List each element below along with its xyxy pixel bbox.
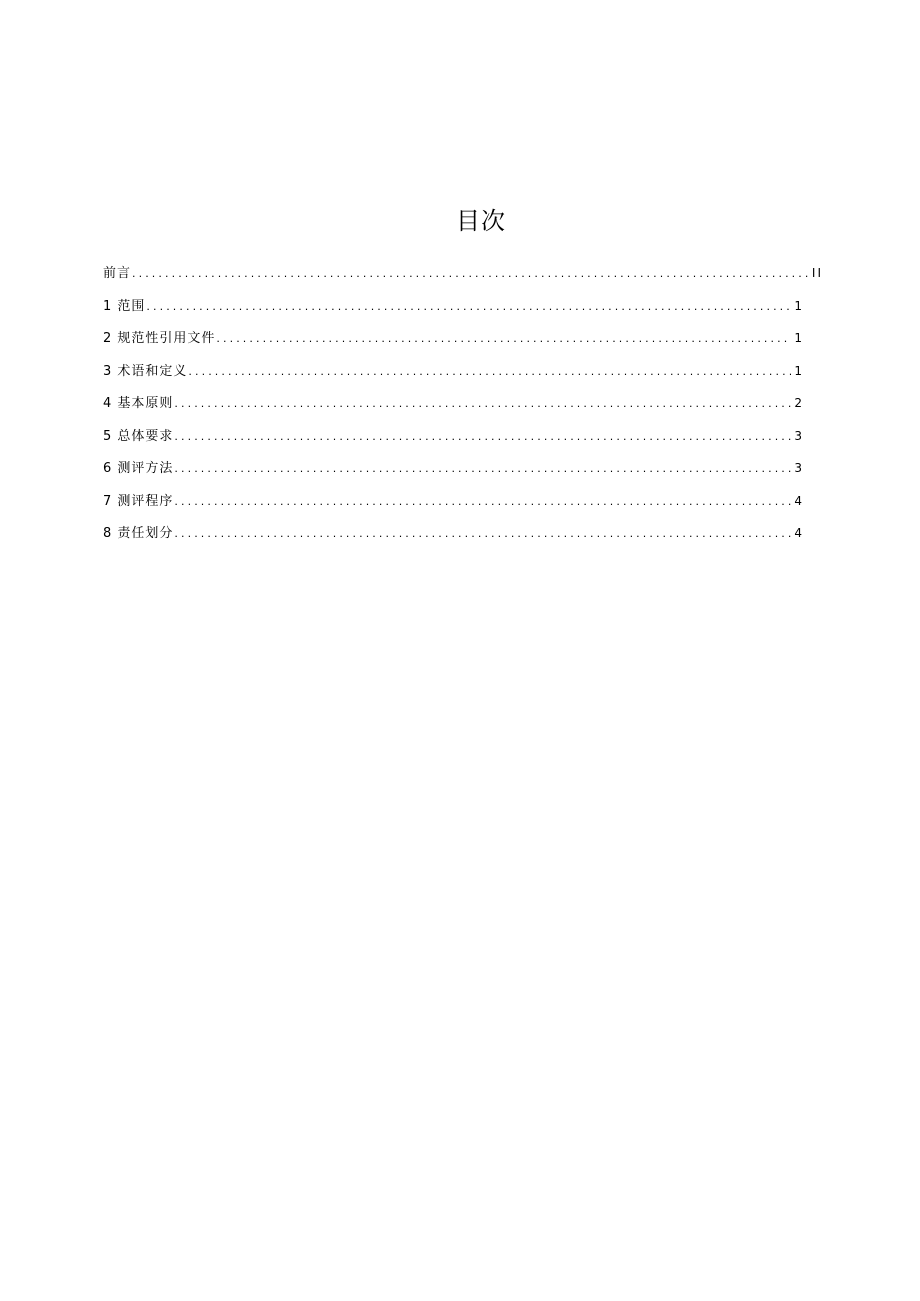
toc-entry-scope[interactable] bbox=[103, 290, 804, 323]
toc-entry-page: 4 bbox=[794, 526, 804, 540]
toc-entry-page: 3 bbox=[794, 428, 804, 443]
toc-dot-leader bbox=[146, 291, 791, 323]
toc-entry-label: 6 测评方法 bbox=[103, 461, 174, 476]
toc-entry-evaluation-methods[interactable] bbox=[103, 452, 804, 485]
toc-dot-leader bbox=[216, 323, 791, 355]
toc-entry-evaluation-procedure[interactable] bbox=[103, 485, 804, 518]
toc-entry-label: 1 范围 bbox=[103, 298, 146, 314]
toc-dot-leader bbox=[174, 486, 791, 518]
toc-entry-label: 4 基本原则 bbox=[103, 396, 174, 411]
toc-dot-leader bbox=[174, 388, 791, 420]
toc-entry-label: 前言 bbox=[103, 266, 132, 281]
toc-entry-label: 5 总体要求 bbox=[103, 428, 174, 444]
toc-entry-general-requirements[interactable] bbox=[103, 420, 804, 453]
toc-dot-leader bbox=[174, 453, 791, 485]
toc-entry-label: 2 规范性引用文件 bbox=[103, 331, 216, 346]
toc-entry-label: 8 责任划分 bbox=[103, 526, 174, 541]
toc-entry-page: 1 bbox=[794, 363, 804, 378]
toc-entry-label: 3 术语和定义 bbox=[103, 363, 188, 379]
toc-entry-label: 7 测评程序 bbox=[103, 493, 174, 509]
toc-entry-normative-references[interactable] bbox=[103, 322, 804, 355]
toc-entry-page: 1 bbox=[794, 331, 804, 345]
toc-entry-page: II bbox=[811, 266, 823, 280]
toc-dot-leader bbox=[188, 356, 791, 388]
table-of-contents bbox=[103, 257, 823, 550]
toc-dot-leader bbox=[174, 518, 791, 550]
toc-dot-leader bbox=[174, 421, 791, 453]
toc-entry-preface[interactable] bbox=[103, 257, 823, 290]
toc-title: 目次 bbox=[456, 207, 506, 236]
toc-entry-page: 2 bbox=[794, 396, 804, 410]
toc-entry-page: 1 bbox=[794, 298, 804, 313]
toc-entry-page: 3 bbox=[794, 461, 804, 475]
toc-entry-responsibilities[interactable] bbox=[103, 517, 804, 550]
toc-dot-leader bbox=[132, 258, 809, 290]
toc-entry-page: 4 bbox=[794, 493, 804, 508]
toc-entry-basic-principles[interactable] bbox=[103, 387, 804, 420]
toc-entry-terms-definitions[interactable] bbox=[103, 355, 804, 388]
